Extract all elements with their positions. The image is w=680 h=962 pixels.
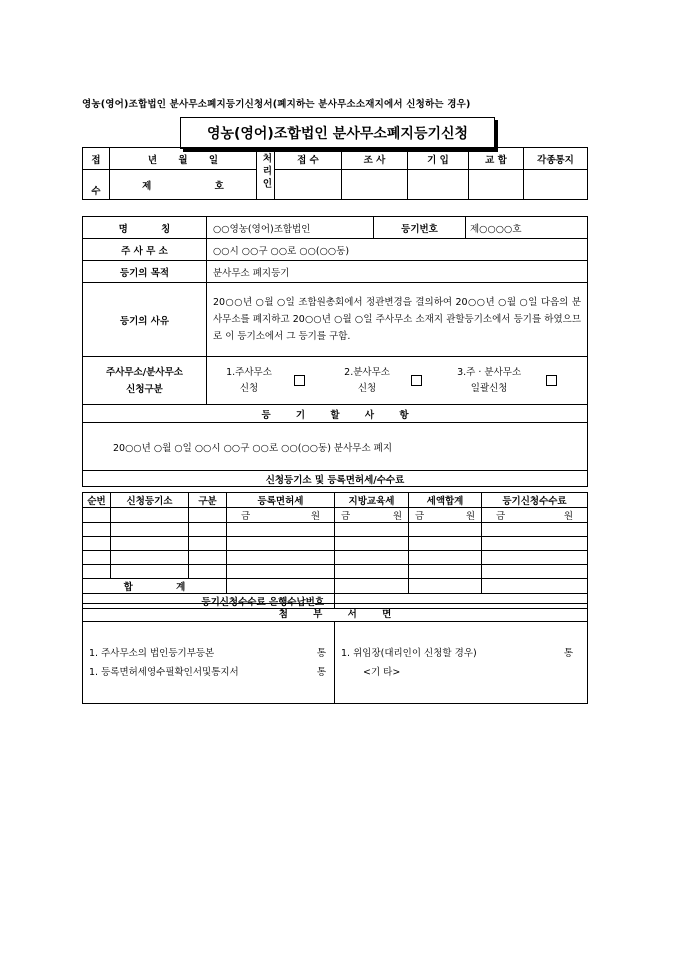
attachment-item-unit: 통	[316, 647, 326, 659]
option-both	[447, 365, 531, 397]
fees-cell[interactable]	[227, 523, 335, 537]
purpose-value[interactable]: 분사무소 폐지등기	[207, 261, 588, 283]
option-main-office	[211, 365, 287, 397]
won-cell[interactable]	[482, 508, 588, 523]
attachment-item	[341, 644, 573, 663]
fees-cell[interactable]	[482, 537, 588, 551]
option-both-sub: 일괄신청	[470, 382, 508, 394]
fees-cell[interactable]	[83, 551, 111, 565]
fees-total-cell[interactable]	[335, 579, 409, 594]
col-josa: 조 사	[342, 148, 408, 170]
fees-cell[interactable]	[409, 537, 482, 551]
receipt-table	[82, 147, 588, 200]
category-label-line2: 신청구분	[126, 383, 163, 395]
matters-text[interactable]: 20○○년 ○월 ○일 ○○시 ○○구 ○○로 ○○(○○동) 분사무소 폐지	[83, 423, 588, 471]
attachment-item	[89, 644, 326, 663]
receipt-label-top: 접	[83, 148, 110, 170]
fees-cell[interactable]	[227, 551, 335, 565]
application-table	[82, 216, 588, 487]
fees-col-tax-sum: 세액합계	[409, 493, 482, 508]
fees-cell[interactable]	[482, 523, 588, 537]
won-right: 원	[392, 511, 402, 522]
won-left: 금	[341, 511, 351, 522]
won-right: 원	[465, 511, 475, 522]
fees-col-edu-tax: 지방교육세	[335, 493, 409, 508]
fees-cell[interactable]	[409, 551, 482, 565]
fees-cell[interactable]	[335, 551, 409, 565]
fees-col-office: 신청등기소	[111, 493, 189, 508]
regno-value[interactable]: 제○○○○호	[466, 217, 588, 239]
fees-cell[interactable]	[482, 565, 588, 579]
attachment-item-label: 1. 주사무소의 법인등기부등본	[89, 647, 215, 659]
attachment-item-label: 1. 위임장(대리인이 신청할 경우)	[341, 647, 477, 659]
purpose-label: 등기의 목적	[83, 261, 207, 283]
fees-cell[interactable]	[409, 523, 482, 537]
fees-cell[interactable]	[409, 565, 482, 579]
checkbox-main-office[interactable]	[294, 375, 305, 386]
fees-cell[interactable]	[189, 508, 227, 523]
won-cell[interactable]	[409, 508, 482, 523]
fees-cell[interactable]	[111, 551, 189, 565]
matters-header: 등 기 할 사 항	[83, 405, 588, 423]
regno-label: 등기번호	[374, 217, 466, 239]
fees-cell[interactable]	[227, 565, 335, 579]
fees-cell[interactable]	[111, 565, 189, 579]
option-branch-office-label: 2.분사무소	[344, 366, 390, 378]
attachments-right	[335, 622, 588, 704]
category-label-line1: 주사무소/분사무소	[106, 366, 183, 378]
won-right: 원	[310, 511, 320, 522]
col-gyohap: 교 합	[469, 148, 524, 170]
col-jeopsu: 접 수	[275, 148, 342, 170]
fees-cell[interactable]	[335, 565, 409, 579]
won-right: 원	[563, 511, 573, 522]
form-title	[180, 117, 495, 149]
option-main-office-sub: 신청	[239, 382, 259, 394]
won-left: 금	[496, 511, 506, 522]
fees-cell[interactable]	[83, 523, 111, 537]
fees-total-label: 합 계	[83, 579, 227, 594]
office-label: 주 사 무 소	[83, 239, 207, 261]
fees-cell[interactable]	[83, 537, 111, 551]
receipt-number: 제 호	[110, 170, 257, 200]
receipt-date: 년 월 일	[110, 148, 257, 170]
fees-cell[interactable]	[227, 537, 335, 551]
attachment-item-unit: 통	[563, 647, 574, 659]
fees-cell[interactable]	[83, 565, 111, 579]
won-cell[interactable]	[335, 508, 409, 523]
option-both-label: 3.주 · 분사무소	[457, 366, 522, 378]
receipt-cell[interactable]	[275, 170, 342, 200]
fees-total-cell[interactable]	[482, 579, 588, 594]
fees-col-no: 순번	[83, 493, 111, 508]
fees-cell[interactable]	[482, 551, 588, 565]
form-title-text: 영농(영어)조합법인 분사무소폐지등기신청	[206, 126, 469, 142]
receipt-cell[interactable]	[408, 170, 469, 200]
fees-cell[interactable]	[335, 537, 409, 551]
receipt-cell[interactable]	[469, 170, 524, 200]
fees-cell[interactable]	[335, 523, 409, 537]
fees-cell[interactable]	[189, 537, 227, 551]
reason-value[interactable]: 20○○년 ○월 ○일 조합원총회에서 정관변경을 결의하여 20○○년 ○월 ○일 다음의 분사무소를 폐지하고 20○○년 ○월 ○일 주사무소 소재지 관할등기소에서 등기를 하였으므로 이 등기소에서 그 등기를 구함.	[207, 283, 588, 357]
fees-cell[interactable]	[111, 508, 189, 523]
receipt-cell[interactable]	[342, 170, 408, 200]
col-giip: 기 입	[408, 148, 469, 170]
processing-label: 처리인	[257, 148, 275, 200]
won-left: 금	[241, 511, 251, 522]
fees-col-license-tax: 등록면허세	[227, 493, 335, 508]
form-subtitle: 영농(영어)조합법인 분사무소폐지등기신청서(폐지하는 분사무소소재지에서 신청하는 경우)	[82, 99, 471, 110]
attachment-item-unit: 통	[316, 666, 326, 678]
name-value[interactable]: ○○영농(영어)조합법인	[207, 217, 374, 239]
attachments-table	[82, 603, 588, 704]
fees-cell[interactable]	[111, 537, 189, 551]
won-cell[interactable]	[227, 508, 335, 523]
fees-total-cell[interactable]	[227, 579, 335, 594]
category-label	[83, 357, 207, 405]
fees-col-fee: 등기신청수수료	[482, 493, 588, 508]
fees-total-cell[interactable]	[409, 579, 482, 594]
attachments-header: 첨 부 서 면	[83, 604, 588, 622]
col-notice: 각종통지	[524, 148, 588, 170]
checkbox-both[interactable]	[546, 375, 557, 386]
category-options	[207, 357, 588, 405]
won-left: 금	[415, 511, 425, 522]
fees-header: 신청등기소 및 등록면허세/수수료	[83, 471, 588, 487]
option-main-office-label: 1.주사무소	[226, 366, 272, 378]
fees-col-type: 구분	[189, 493, 227, 508]
fees-cell[interactable]	[83, 508, 111, 523]
bank-number-label: 등기신청수수료 은행수납번호	[83, 594, 335, 609]
receipt-label-bottom: 수	[83, 170, 110, 200]
attachment-other: <기 타>	[363, 666, 401, 678]
option-branch-office-sub: 신청	[357, 382, 377, 394]
receipt-cell[interactable]	[524, 170, 588, 200]
fees-cell[interactable]	[111, 523, 189, 537]
attachments-left	[83, 622, 335, 704]
attachment-item-label: 1. 등록면허세영수필확인서및통지서	[89, 666, 239, 678]
fees-cell[interactable]	[189, 523, 227, 537]
option-branch-office	[338, 365, 396, 397]
reason-label: 등기의 사유	[83, 283, 207, 357]
name-label: 명 칭	[83, 217, 207, 239]
fees-table	[82, 492, 588, 609]
attachment-item	[89, 663, 326, 682]
fees-cell[interactable]	[189, 565, 227, 579]
office-value[interactable]: ○○시 ○○구 ○○로 ○○(○○동)	[207, 239, 588, 261]
fees-cell[interactable]	[189, 551, 227, 565]
checkbox-branch-office[interactable]	[411, 375, 422, 386]
